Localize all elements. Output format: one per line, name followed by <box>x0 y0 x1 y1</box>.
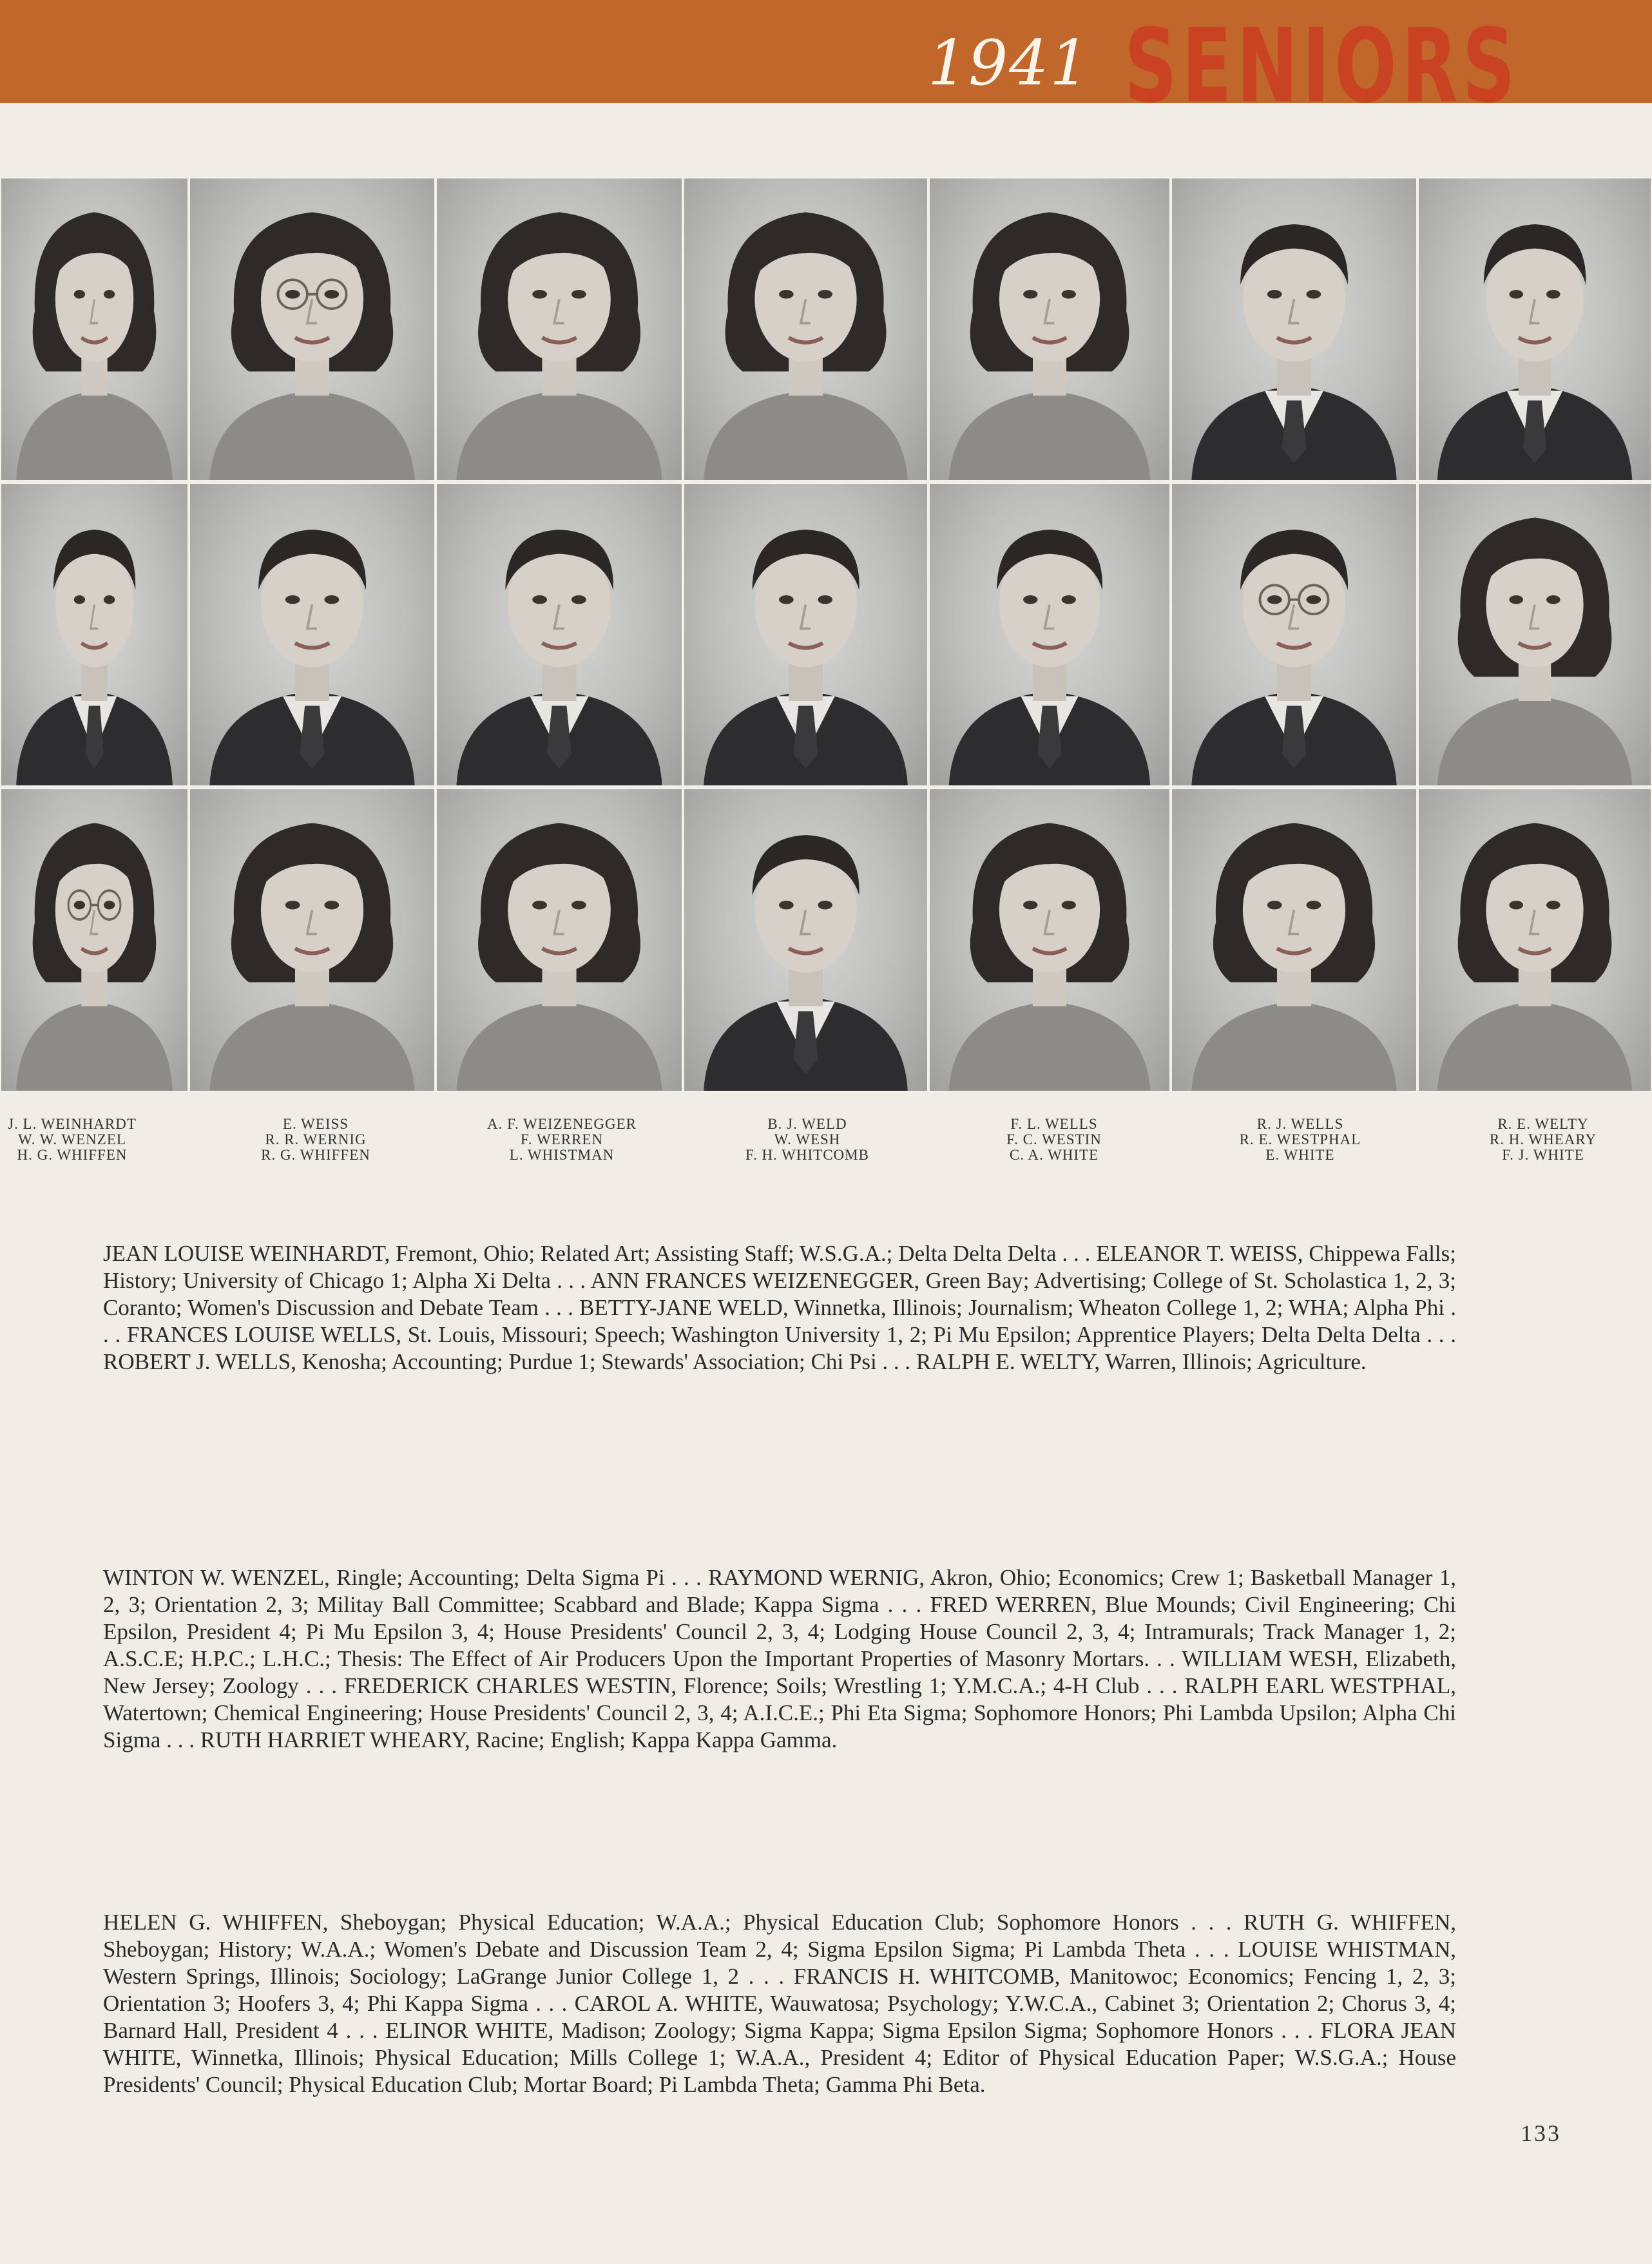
portrait-photo <box>436 788 683 1092</box>
caption-column <box>209 1117 422 1163</box>
biography-paragraph-2: WINTON W. WENZEL, Ringle; Accounting; Delta Sigma Pi . . . RAYMOND WERNIG, Akron, Ohio; Economics; Crew 1; Basketball Manager 1, 2, 3; Orientation 2, 3; Militay Ball Committee; Scabbard and Blade; Kappa Sigma . . . FRED WERREN, Blue Mounds; Civil Engineering; Chi Epsilon, President 4; Pi Mu Epsilon 3, 4; House Presidents' Council 2, 3, 4; Lodging House Council 2, 3, 4; Intramurals; Track Manager 1, 2; A.S.C.E; H.P.C.; L.H.C.; Thesis: The Effect of Air Producers Upon the Important Properties of Masonry Mortars. . . WILLIAM WESH, Elizabeth, New Jersey; Zoology . . . FREDERICK CHARLES WESTIN, Florence; Soils; Wrestling 1; Y.M.C.A.; 4-H Club . . . RALPH EARL WESTPHAL, Watertown; Chemical Engineering; House Presidents' Council 2, 3, 4; A.I.C.E.; Phi Eta Sigma; Sophomore Honors; Phi Lambda Upsilon; Alpha Chi Sigma . . . RUTH HARRIET WHEARY, Racine; English; Kappa Kappa Gamma. <box>103 1565 1456 1752</box>
caption-name: C. A. WHITE <box>1009 1147 1099 1163</box>
caption-column <box>1194 1117 1407 1163</box>
portrait-photo <box>1171 177 1417 481</box>
header-banner <box>0 0 1652 126</box>
caption-name: E. WEISS <box>282 1116 349 1132</box>
caption-column <box>1437 1117 1649 1163</box>
caption-column <box>701 1117 914 1163</box>
caption-column <box>0 1117 178 1163</box>
caption-name: F. WERREN <box>520 1131 604 1147</box>
caption-name: B. J. WELD <box>767 1116 847 1132</box>
portrait-photo <box>1171 788 1417 1092</box>
portrait-photo <box>928 483 1171 787</box>
caption-name: A. F. WEIZENEGGER <box>487 1116 637 1132</box>
caption-name: E. WHITE <box>1265 1147 1335 1163</box>
portrait-photo <box>0 788 189 1092</box>
caption-name: W. W. WENZEL <box>18 1131 126 1147</box>
caption-name: R. E. WELTY <box>1497 1116 1589 1132</box>
caption-name: L. WHISTMAN <box>509 1147 615 1163</box>
biography-paragraph-3: HELEN G. WHIFFEN, Sheboygan; Physical Education; W.A.A.; Physical Education Club; Sophomore Honors . . . RUTH G. WHIFFEN, Sheboygan; History; W.A.A.; Women's Debate and Discussion Team 2, 4; Sigma Epsilon Sigma; Pi Lambda Theta . . . LOUISE WHISTMAN, Western Springs, Illinois; Sociology; LaGrange Junior College 1, 2 . . . FRANCIS H. WHITCOMB, Manitowoc; Economics; Fencing 1, 2, 3; Orientation 3; Hoofers 3, 4; Phi Kappa Sigma . . . CAROL A. WHITE, Wauwatosa; Psychology; Y.W.C.A., Cabinet 3; Orientation 2; Chorus 3, 4; Barnard Hall, President 4 . . . ELINOR WHITE, Madison; Zoology; Sigma Kappa; Sigma Epsilon Sigma; Sophomore Honors . . . FLORA JEAN WHITE, Winnetka, Illinois; Physical Education; Mills College 1; W.A.A., President 4; Editor of Physical Education Paper; W.S.G.A.; House Presidents' Council; Physical Education Club; Mortar Board; Pi Lambda Theta; Gamma Phi Beta. <box>103 1910 1456 2097</box>
portrait-photo <box>0 177 189 481</box>
portrait-photo <box>0 483 189 787</box>
header-title: SENIORS <box>1124 7 1520 126</box>
caption-name: F. L. WELLS <box>1010 1116 1098 1132</box>
caption-name: R. G. WHIFFEN <box>261 1147 370 1163</box>
caption-name: R. E. WESTPHAL <box>1239 1131 1361 1147</box>
portrait-photo <box>189 788 436 1092</box>
caption-name: W. WESH <box>774 1131 841 1147</box>
caption-name: R. R. WERNIG <box>265 1131 367 1147</box>
portrait-photo <box>436 177 683 481</box>
portrait-photo <box>928 177 1171 481</box>
header-year: 1941 <box>928 27 1091 99</box>
caption-name: F. C. WESTIN <box>1006 1131 1102 1147</box>
portrait-grid <box>0 177 1652 1092</box>
caption-name: J. L. WEINHARDT <box>8 1116 137 1132</box>
caption-name: F. H. WHITCOMB <box>745 1147 869 1163</box>
portrait-photo <box>1417 177 1652 481</box>
caption-name: H. G. WHIFFEN <box>17 1147 128 1163</box>
portrait-photo <box>1417 788 1652 1092</box>
portrait-photo <box>928 788 1171 1092</box>
caption-column <box>456 1117 668 1163</box>
caption-column <box>948 1117 1160 1163</box>
portrait-photo <box>683 483 928 787</box>
caption-name: F. J. WHITE <box>1502 1147 1584 1163</box>
portrait-photo <box>683 177 928 481</box>
portrait-photo <box>1417 483 1652 787</box>
caption-name: R. H. WHEARY <box>1489 1131 1597 1147</box>
page-number: 133 <box>1521 2120 1561 2146</box>
portrait-photo <box>683 788 928 1092</box>
caption-name: R. J. WELLS <box>1256 1116 1344 1132</box>
portrait-photo <box>1171 483 1417 787</box>
portrait-photo <box>436 483 683 787</box>
portrait-photo <box>189 177 436 481</box>
portrait-photo <box>189 483 436 787</box>
biography-paragraph-1: JEAN LOUISE WEINHARDT, Fremont, Ohio; Related Art; Assisting Staff; W.S.G.A.; Delta Delta Delta . . . ELEANOR T. WEISS, Chippewa Falls; History; University of Chicago 1; Alpha Xi Delta . . . ANN FRANCES WEIZENEGGER, Green Bay; Advertising; College of St. Scholastica 1, 2, 3; Coranto; Women's Discussion and Debate Team . . . BETTY-JANE WELD, Winnetka, Illinois; Journalism; Wheaton College 1, 2; WHA; Alpha Phi . . . FRANCES LOUISE WELLS, St. Louis, Missouri; Speech; Washington University 1, 2; Pi Mu Epsilon; Apprentice Players; Delta Delta Delta . . . ROBERT J. WELLS, Kenosha; Accounting; Purdue 1; Stewards' Association; Chi Psi . . . RALPH E. WELTY, Warren, Illinois; Agriculture. <box>103 1241 1456 1374</box>
